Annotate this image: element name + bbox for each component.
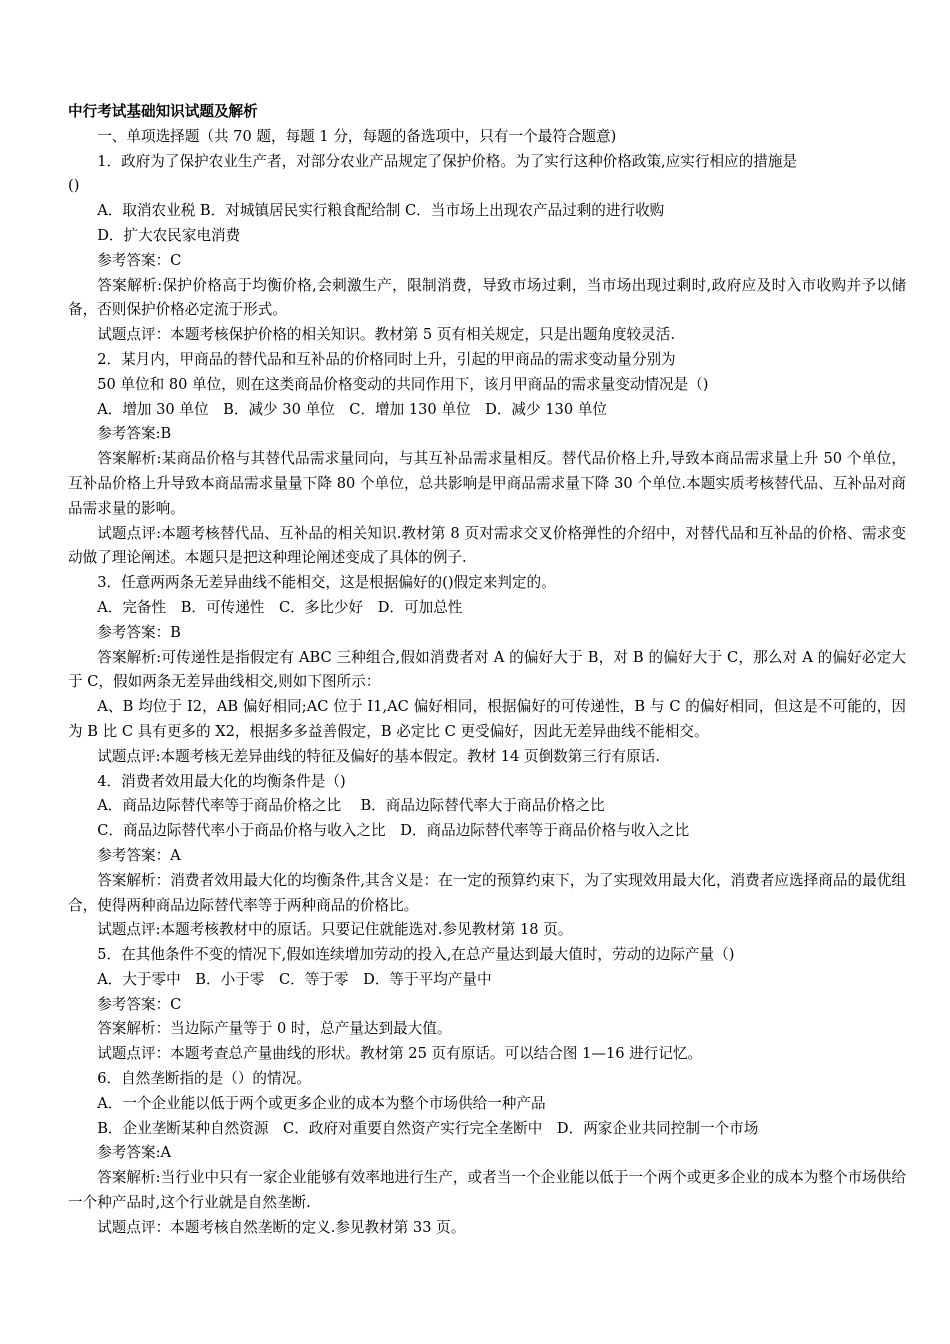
q2-answer: 参考答案:B	[97, 425, 172, 443]
q4-stem: 4．消费者效用最大化的均衡条件是（)	[97, 772, 346, 790]
q4-options-2: C．商品边际替代率小于商品价格与收入之比 D．商品边际替代率等于商品价格与收入之比	[97, 822, 690, 840]
q3-analysis-1: 答案解析:可传递性是指假定有 ABC 三种组合,假如消费者对 A 的偏好大于 B，对 B 的偏好大于 C，那么对 A 的偏好必定大于 C，假如两条无差异曲线相交,则如下图所示：	[68, 648, 906, 691]
q5-stem: 5．在其他条件不变的情况下,假如连续增加劳动的投入,在总产量达到最大值时，劳动的边际产量（)	[97, 946, 735, 964]
q6-stem: 6．自然垄断指的是（）的情况。	[97, 1070, 311, 1088]
q6-options-2: B．企业垄断某种自然资源 C．政府对重要自然资产实行完全垄断中 D．两家企业共同控制一个市场	[97, 1119, 759, 1137]
q4-answer: 参考答案：A	[97, 846, 181, 864]
q1-options-1: A．取消农业税 B．对城镇居民实行粮食配给制 C．当市场上出现农产品过剩的进行收购	[97, 202, 665, 220]
q3-stem: 3．任意两两条无差异曲线不能相交，这是根据偏好的()假定来判定的。	[97, 574, 556, 592]
q2-stem-cont: 50 单位和 80 单位，则在这类商品价格变动的共同作用下，该月甲商品的需求量变动情况是（)	[97, 375, 709, 393]
q2-comment: 试题点评:本题考核替代品、互补品的相关知识.教材第 8 页对需求交叉价格弹性的介绍中，对替代品和互补品的价格、需求变动做了理论阐述。本题只是把这种理论阐述变成了具体的例子.	[68, 524, 906, 567]
document-title: 中行考试基础知识试题及解析	[68, 103, 258, 120]
q4-options-1: A．商品边际替代率等于商品价格之比 B．商品边际替代率大于商品价格之比	[97, 797, 605, 815]
q1-stem-cont: ()	[68, 177, 80, 195]
q5-answer: 参考答案：C	[97, 995, 182, 1013]
q6-analysis: 答案解析:当行业中只有一家企业能够有效率地进行生产，或者当一个企业能以低于一个两个或更多企业的成本为整个市场供给一个种产品时,这个行业就是自然垄断.	[68, 1169, 906, 1212]
q1-comment: 试题点评：本题考核保护价格的相关知识。教材第 5 页有相关规定，只是出题角度较灵活.	[97, 326, 675, 344]
q6-answer: 参考答案:A	[97, 1144, 172, 1162]
q2-options: A．增加 30 单位 B．减少 30 单位 C．增加 130 单位 D．减少 130 单位	[97, 400, 607, 418]
q5-analysis: 答案解析：当边际产量等于 0 时，总产量达到最大值。	[97, 1020, 452, 1038]
q3-options: A．完备性 B．可传递性 C．多比少好 D．可加总性	[97, 598, 463, 616]
q4-analysis: 答案解析：消费者效用最大化的均衡条件,其含义是：在一定的预算约束下，为了实现效用最大化，消费者应选择商品的最优组合，使得两种商品边际替代率等于两种商品的价格比。	[68, 871, 906, 914]
q3-comment: 试题点评:本题考核无差异曲线的特征及偏好的基本假定。教材 14 页倒数第三行有原话.	[97, 747, 660, 765]
q1-answer: 参考答案：C	[97, 251, 182, 269]
q6-options-1: A．一个企业能以低于两个或更多企业的成本为整个市场供给一种产品	[97, 1094, 546, 1112]
q1-analysis: 答案解析:保护价格高于均衡价格,会刺激生产，限制消费，导致市场过剩，当市场出现过剩时,政府应及时入市收购并予以储备，否则保护价格必定流于形式。	[68, 276, 906, 319]
q6-comment: 试题点评：本题考核自然垄断的定义.参见教材第 33 页。	[97, 1218, 466, 1236]
q2-stem: 2．某月内，甲商品的替代品和互补品的价格同时上升，引起的甲商品的需求变动量分别为	[97, 350, 676, 368]
document-page	[68, 100, 906, 1241]
q1-options-2: D．扩大农民家电消费	[97, 226, 241, 244]
q5-comment: 试题点评：本题考查总产量曲线的形状。教材第 25 页有原话。可以结合图 1—16 进行记忆。	[97, 1045, 703, 1063]
q2-analysis: 答案解析:某商品价格与其替代品需求量同向，与其互补品需求量相反。替代品价格上升,导致本商品需求量上升 50 个单位，互补品价格上升导致本商品需求量量下降 80 个单位，总共影响是甲商品需求量下降 30 个单位.本题实质考核替代品、互补品对商品需求量的影响。	[68, 450, 906, 517]
q4-comment: 试题点评:本题考核教材中的原话。只要记住就能选对.参见教材第 18 页。	[97, 921, 573, 939]
q5-options: A．大于零中 B．小于零 C．等于零 D．等于平均产量中	[97, 970, 492, 988]
section-intro: 一、单项选择题（共 70 题，每题 1 分，每题的备选项中，只有一个最符合题意)	[97, 127, 617, 145]
q1-stem: 1．政府为了保护农业生产者，对部分农业产品规定了保护价格。为了实行这种价格政策,应实行相应的措施是	[97, 152, 798, 170]
q3-analysis-2: A、B 均位于 I2，AB 偏好相同;AC 位于 I1,AC 偏好相同，根据偏好的可传递性，B 与 C 的偏好相同，但这是不可能的，因为 B 比 C 具有更多的 X2，根据多多益善假定，B 必定比 C 更受偏好，因此无差异曲线不能相交。	[68, 698, 906, 740]
q3-answer: 参考答案：B	[97, 623, 181, 641]
